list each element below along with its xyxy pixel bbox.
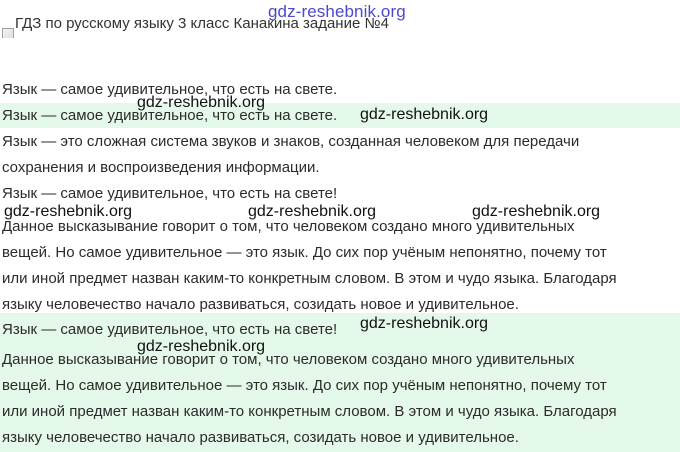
text-line: вещей. Но самое удивительное — это язык. До сих пор учёным непонятно, почему тот — [2, 377, 607, 394]
text-line: вещей. Но самое удивительное — это язык. До сих пор учёным непонятно, почему тот — [2, 244, 607, 261]
text-line: Данное высказывание говорит о том, что человеком создано много удивительных — [2, 351, 575, 368]
watermark-text: gdz-reshebnik.org — [4, 203, 133, 220]
watermark-text: gdz-reshebnik.org — [137, 338, 266, 355]
text-line: Язык — самое удивительное, что есть на свете. — [2, 107, 338, 124]
text-line: Язык — это сложная система звуков и знаков, созданная человеком для передачи — [2, 133, 580, 150]
watermark-text: gdz-reshebnik.org — [137, 94, 266, 111]
text-line: или иной предмет назван каким-то конкретным словом. В этом и чудо языка. Благодаря — [2, 403, 617, 420]
text-line: сохранения и воспроизведения информации. — [2, 159, 320, 176]
image-alt-text: ГДЗ по русскому языку 3 класс Канакина задание №4 — [15, 18, 389, 32]
text-line: языку человечество начало развиваться, созидать новое и удивительное. — [2, 429, 519, 446]
broken-image-icon — [2, 28, 14, 38]
watermark-text: gdz-reshebnik.org — [360, 315, 489, 332]
text-line: Язык — самое удивительное, что есть на свете! — [2, 185, 338, 202]
text-line: Язык — самое удивительное, что есть на свете! — [2, 321, 338, 338]
watermark-text: gdz-reshebnik.org — [472, 203, 601, 220]
text-line: Данное высказывание говорит о том, что человеком создано много удивительных — [2, 218, 575, 235]
task-image — [2, 18, 680, 38]
watermark-text: gdz-reshebnik.org — [248, 203, 377, 220]
text-line: или иной предмет назван каким-то конкретным словом. В этом и чудо языка. Благодаря — [2, 270, 617, 287]
watermark-text: gdz-reshebnik.org — [360, 106, 489, 123]
text-line: Язык — самое удивительное, что есть на свете. — [2, 81, 338, 98]
site-header-link[interactable]: gdz-reshebnik.org — [268, 2, 406, 21]
text-line: языку человечество начало развиваться, созидать новое и удивительное. — [2, 296, 519, 313]
